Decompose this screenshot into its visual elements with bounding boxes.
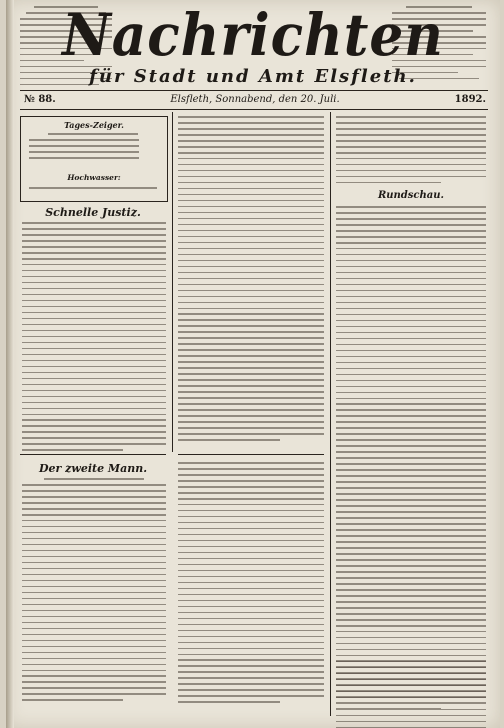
article-title-schnelle-justiz: Schnelle Justiz. [45,206,141,219]
article-body-column-2-lower [178,462,324,707]
feuilleton-rule-mid [178,454,324,455]
feuilleton-rule-left [20,454,166,455]
article-body-rundschau [336,206,486,728]
tide-heading: Hochwasser: [67,173,121,182]
article-body-der-zweite-mann [22,478,166,705]
article-title-der-zweite-mann: Der zweite Mann. [38,462,148,475]
column-divider-2 [330,112,331,716]
article-body-column-2 [178,116,324,445]
article-body-column-3-lower [336,660,486,714]
issue-date: Elsfleth, Sonnabend, den 20. Juli. [170,94,340,105]
issue-year: 1892. [454,94,486,105]
article-body-column-3-top [336,116,486,188]
column-divider-1 [172,112,173,452]
masthead-title: Nachrichten [62,1,444,69]
page-gutter [6,0,14,728]
masthead-subtitle: für Stadt und Amt Elsfleth. [89,66,417,87]
tide-box [20,116,168,202]
article-body-schnelle-justiz [22,222,166,455]
issue-bar [24,92,486,108]
bottom-rule [20,109,488,110]
article-title-rundschau: Rundschau. [377,190,445,201]
issue-number: № 88. [24,94,56,105]
newspaper-page [6,0,500,728]
tide-box-title: Tages-Zeiger. [64,120,124,130]
